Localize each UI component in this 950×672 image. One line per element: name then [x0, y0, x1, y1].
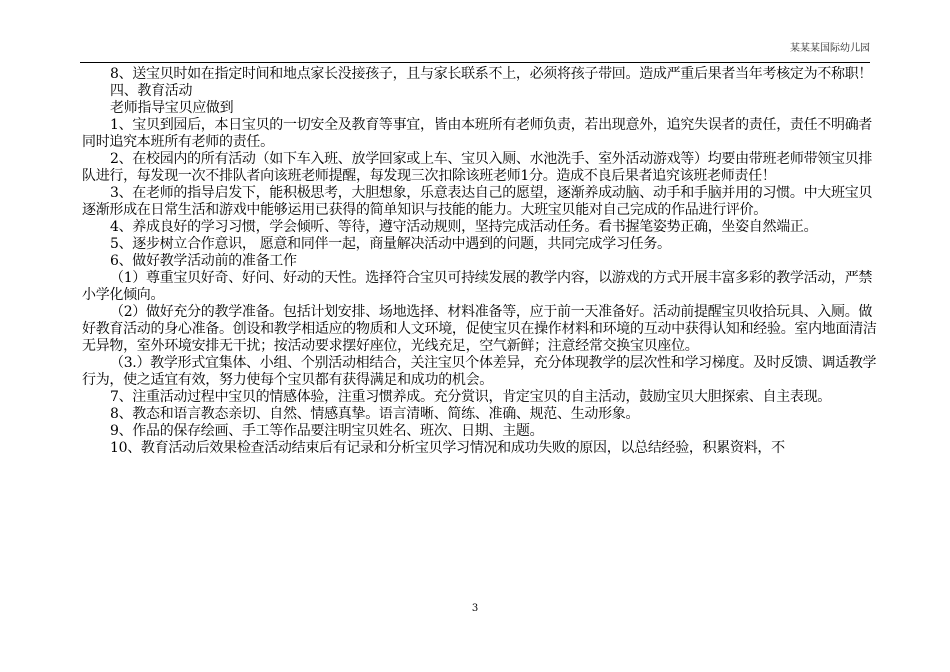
paragraph-item-5: 5、逐步树立合作意识， 愿意和同伴一起，商量解决活动中遇到的问题，共同完成学习任务。 — [110, 236, 671, 252]
paragraph-item-9: 9、作品的保存绘画、手工等作品要注明宝贝姓名、班次、日期、主题。 — [110, 423, 544, 439]
paragraph-item-7: 7、注重活动过程中宝贝的情感体验，注重习惯养成。充分赏识，肯定宝贝的自主活动，鼓励宝贝大胆探索、自主表现。 — [110, 389, 832, 405]
paragraph-item-3: 3、在老师的指导启发下，能积极思考，大胆想象，乐意表达自己的愿望，逐渐养成动脑、动手和手脑并用的习惯。中大班宝贝逐渐形成在日常生活和游戏中能够运用已获得的简单知识与技能的能力。大班宝贝能对自己完成的作品进行评价。 — [82, 185, 873, 218]
paragraph-item-10: 10、教育活动后效果检查活动结束后有记录和分析宝贝学习情况和成功失败的原因，以总结经验，积累资料，不 — [110, 440, 785, 456]
paragraph-item-2: 2、在校园内的所有活动（如下车入班、放学回家或上车、宝贝入厕、水池洗手、室外活动游戏等）均要由带班老师带领宝贝排队进行，每发现一次不排队者向该班老师提醒，每发现三次扣除该班老师1分。造成不良后果者追究该班老师责任！ — [82, 151, 873, 184]
paragraph-item-4: 4、养成良好的学习习惯，学会倾听、等待，遵守活动规则，坚持完成活动任务。看书握笔姿势正确，坐姿自然端正。 — [110, 219, 818, 235]
paragraph-item-1: 1、宝贝到园后，本日宝贝的一切安全及教育等事宜，皆由本班所有老师负责，若出现意外，追究失误者的责任，责任不明确者同时追究本班所有老师的责任。 — [82, 117, 873, 150]
paragraph-sub-3: （3.）教学形式宜集体、小组、个别活动相结合，关注宝贝个体差异，充分体现教学的层次性和学习梯度。及时反馈、调适教学行为，使之适宜有效，努力使每个宝贝都有获得满足和成功的机会。 — [82, 355, 877, 388]
paragraph-item-6: 6、做好教学活动前的准备工作 — [110, 253, 297, 269]
section-heading-education: 四、教育活动 — [110, 83, 193, 99]
header-title: 某某某国际幼儿园 — [790, 43, 870, 54]
page-header — [80, 40, 870, 63]
paragraph-sub-2: （2）做好充分的教学准备。包括计划安排、场地选择、材料准备等，应于前一天准备好。活动前提醒宝贝收拾玩具、入厕。做好教育活动的身心准备。创设和教学相适应的物质和人文环境，促使宝贝在操作材料和环境的互动中获得认知和经验。室内地面清洁无异物，室外环境安排无干扰；按活动要求摆好座位，光线充足，空气新鲜；注意经常交换宝贝座位。 — [82, 304, 877, 354]
document-body — [82, 66, 878, 457]
page-number: 3 — [471, 603, 479, 614]
paragraph-item-8-teaching: 8、教态和语言教态亲切、自然、情感真挚。语言清晰、简练、准确、规范、生动形象。 — [110, 406, 640, 422]
paragraph-sub-1: （1）尊重宝贝好奇、好问、好动的天性。选择符合宝贝可持续发展的教学内容，以游戏的方式开展丰富多彩的教学活动，严禁小学化倾向。 — [82, 270, 873, 303]
subheading-teacher-guidance: 老师指导宝贝应做到 — [110, 100, 234, 116]
paragraph-item-8-pickup: 8、送宝贝时如在指定时间和地点家长没接孩子，且与家长联系不上，必须将孩子带回。造成严重后果者当年考核定为不称职！ — [110, 66, 873, 82]
